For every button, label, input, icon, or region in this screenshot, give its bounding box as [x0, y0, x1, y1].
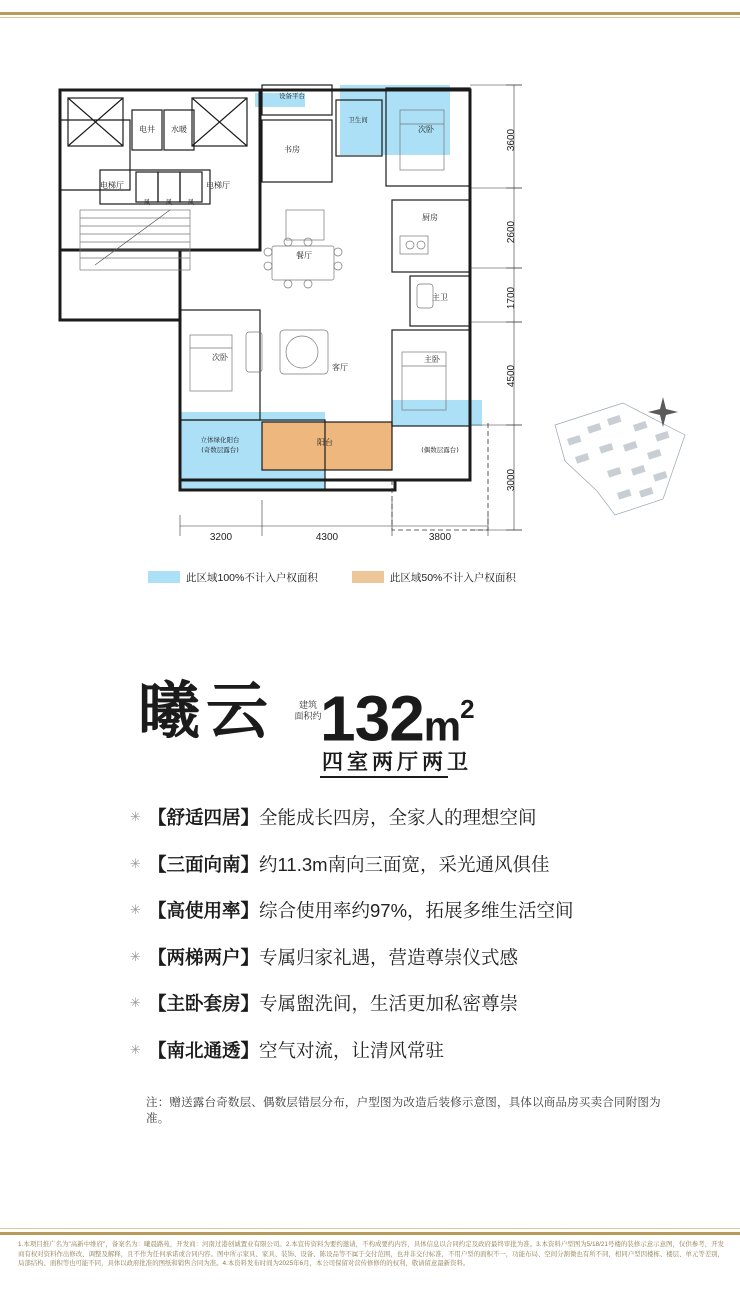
room-label: 厨房 [422, 213, 438, 222]
feature-item [130, 992, 650, 1015]
layout-text: 四室两厅两卫 [322, 751, 472, 774]
dim-v-2: 2600 [506, 220, 517, 244]
feature-tag: 【舒适四居】 [148, 807, 260, 828]
room-label: 电梯厅 [100, 181, 124, 190]
dim-v-3: 1700 [506, 286, 517, 310]
feature-item [130, 946, 650, 969]
room-label: 书房 [284, 145, 300, 154]
dim-h-1: 3200 [209, 532, 233, 543]
feature-text [148, 992, 518, 1015]
site-plan [545, 395, 695, 545]
area-unit-sup: 2 [460, 694, 474, 724]
area-label [294, 700, 322, 722]
feature-desc: 综合使用率约97%，拓展多维生活空间 [259, 900, 574, 921]
asterisk-icon: ✳ [130, 995, 141, 1010]
feature-text [148, 853, 550, 876]
room-label: 电梯厅 [206, 181, 230, 190]
room-label: (偶数层露台) [421, 446, 459, 454]
note-text: 注：赠送露台奇数层、偶数层错层分布，户型图为改造后装修示意图，具体以商品房买卖合同附图为准。 [146, 1097, 661, 1125]
top-gold-rule [0, 12, 740, 15]
area-label-line2: 面积约 [294, 711, 322, 721]
room-label: 风 [187, 198, 195, 206]
title-block [0, 672, 740, 782]
disclaimer-text: 1.本项目推广名为"高新中维府"，备案名为：曦晨路苑，开发商：河南过港创诚置业有限公司。2.本宣传资料为要约邀请，不构成要约内容，具体信息以合同约定及政府最终审批为准。3.本资料户型图为5/18/21号楼的装修示意示意图，仅供参考，开发商有权对资料作出修改、调整及解释，且不作为任何承诺或合同内容。图中所示家具、家具、装饰、设备、陈设品等不属于交付范围，也并非交付标准，不用户型的面积不一，功能布局、空间分割微也有所不同，相同户型因楼栋、楼层、单元等差别，局部结构、面积等也可能不同，具体以政府批准的图纸和销售合同为准。4.本资料发布时间为2025年6月，本公司保留对营传修修的的权利，敬请留意最新资料。 [18, 1241, 724, 1268]
legend-item-1 [352, 570, 516, 585]
room-label: 主卧 [424, 355, 440, 364]
feature-text [148, 1039, 444, 1062]
room-label: 风 [165, 198, 173, 206]
room-label: 电井 [139, 125, 155, 134]
room-label: 餐厅 [296, 251, 312, 260]
asterisk-icon: ✳ [130, 1041, 141, 1057]
legend-swatch-orange [352, 571, 384, 583]
area-label-line1: 建筑 [298, 700, 317, 710]
feature-desc: 约11.3m南向三面宽，采光通风俱佳 [259, 853, 550, 875]
dim-h-2: 4300 [315, 532, 339, 543]
asterisk-icon: ✳ [130, 855, 141, 871]
bottom-gold-rule-thin [0, 1228, 740, 1229]
room-label: 卫生间 [348, 116, 368, 124]
area-unit: m [423, 702, 461, 750]
room-label: 风 [143, 198, 151, 206]
room-label: 水暖 [171, 125, 187, 134]
feature-tag: 【高使用率】 [148, 900, 260, 921]
room-label: 立体绿化阳台 [200, 436, 240, 444]
asterisk-icon: ✳ [130, 902, 141, 917]
room-label: 次卧 [418, 125, 434, 134]
legend [148, 568, 608, 586]
feature-item [130, 806, 650, 829]
dim-v-5: 3000 [506, 468, 517, 492]
feature-desc: 专属归家礼遇，营造尊崇仪式感 [259, 946, 519, 968]
room-label: 主卫 [432, 293, 448, 302]
room-label: 阳台 [317, 438, 333, 447]
dim-h-3: 3800 [428, 532, 452, 543]
feature-text [148, 899, 574, 922]
room-label: (奇数层露台) [201, 446, 239, 454]
plan-name: 曦云 [138, 674, 275, 747]
feature-desc: 全能成长四房，全家人的理想空间 [259, 807, 537, 828]
feature-text [148, 806, 537, 829]
room-label: 次卧 [212, 353, 228, 362]
feature-desc: 专属盥洗间，生活更加私密尊崇 [259, 993, 519, 1014]
compass-icon [648, 397, 678, 427]
area-number: 132 [320, 682, 424, 755]
title-underline [320, 776, 448, 778]
legend-label-1: 此区域50%不计入户权面积 [389, 571, 516, 584]
legend-item-0 [148, 570, 318, 585]
legend-swatch-blue [148, 571, 180, 583]
feature-item [130, 899, 650, 922]
asterisk-icon: ✳ [130, 948, 141, 964]
dim-v-1: 3600 [506, 128, 517, 152]
room-label: 客厅 [332, 363, 348, 372]
feature-tag: 【三面向南】 [148, 853, 260, 875]
feature-text [148, 946, 518, 969]
feature-tag: 【两梯两户】 [148, 946, 260, 968]
feature-item [130, 853, 650, 876]
dim-v-4: 4500 [506, 364, 517, 388]
feature-desc: 空气对流，让清风常驻 [259, 1039, 445, 1061]
feature-tag: 【主卧套房】 [148, 993, 260, 1014]
room-label: 设备平台 [279, 92, 305, 100]
asterisk-icon: ✳ [130, 809, 141, 824]
legend-label-0: 此区域100%不计入户权面积 [186, 571, 318, 584]
bottom-gold-rule [0, 1232, 740, 1235]
feature-list [130, 806, 650, 1085]
top-gold-rule-thin [0, 17, 740, 18]
feature-tag: 【南北通透】 [148, 1039, 260, 1061]
feature-item [130, 1039, 650, 1062]
